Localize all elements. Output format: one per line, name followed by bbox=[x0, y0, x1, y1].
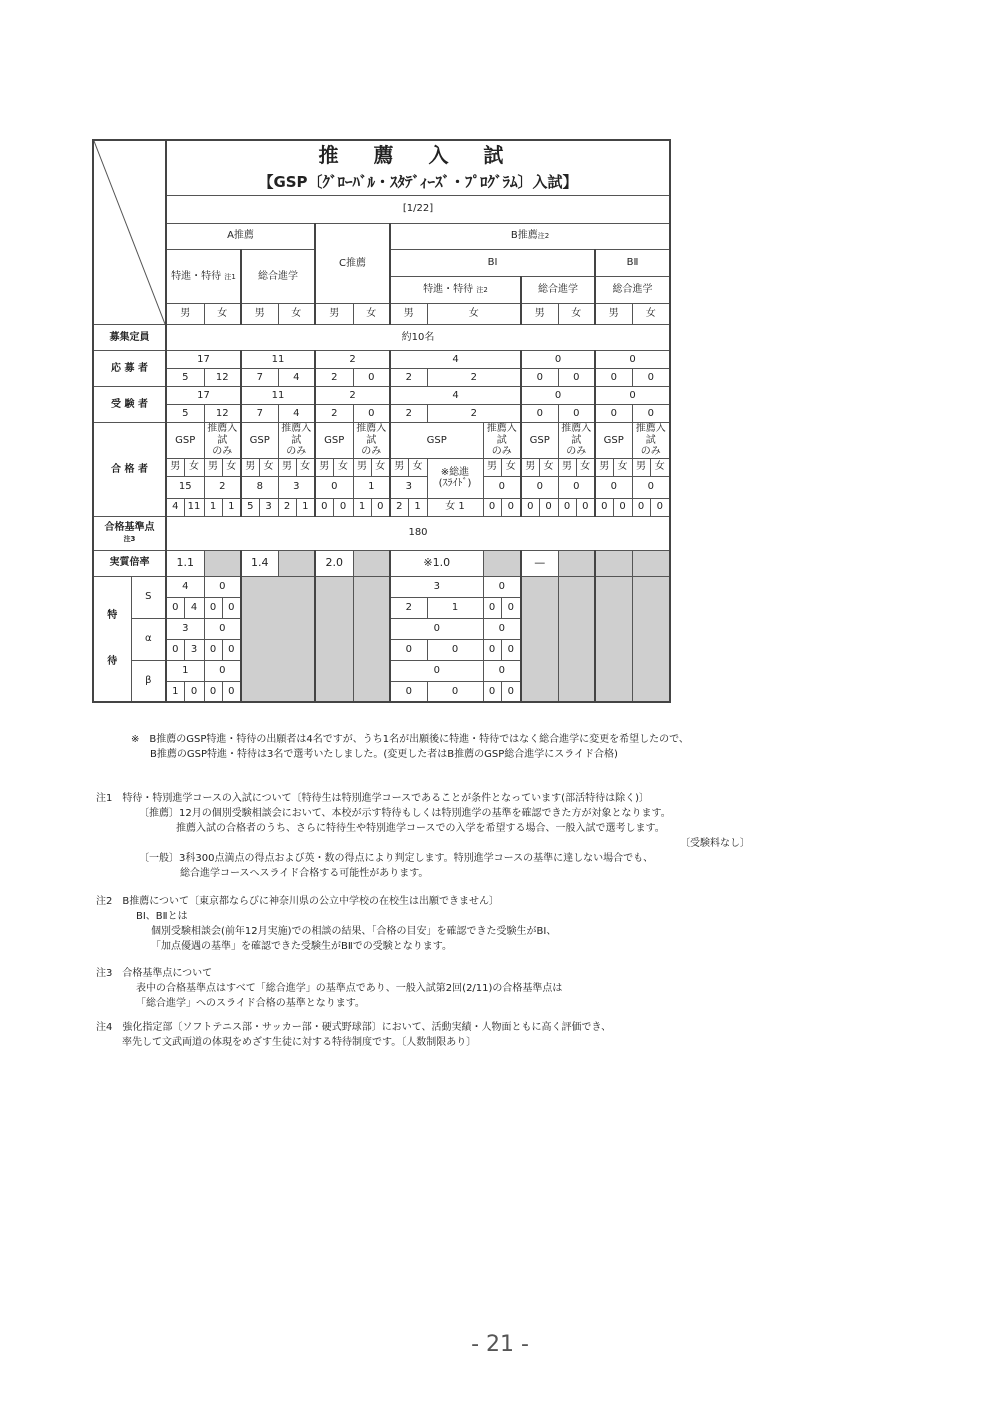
count-cell: 0 bbox=[204, 660, 241, 681]
gender-header: 女 bbox=[333, 458, 353, 476]
count-cell: 0 bbox=[576, 498, 595, 516]
count-cell: 0 bbox=[558, 476, 595, 498]
count-cell: 0 bbox=[315, 498, 333, 516]
gender-header: 女 bbox=[558, 304, 595, 325]
note-1-line: 〔推薦〕12月の個別受験相談会において、本校が示す特待もしくは特別進学の基準を確認できた方が対象となります。 bbox=[139, 808, 671, 819]
b1-header: BⅠ bbox=[390, 249, 595, 276]
count-cell: 0 bbox=[539, 498, 558, 516]
count-cell: 12 bbox=[204, 369, 241, 387]
count-cell: 0 bbox=[595, 387, 670, 405]
count-cell: 4 bbox=[166, 576, 204, 597]
note-1-line: 〔一般〕3科300点満点の得点および英・数の得点により判定します。特別進学コースの基準に達しない場合でも、 bbox=[139, 853, 654, 864]
gender-header: 男 bbox=[483, 458, 501, 476]
count-cell: 11 bbox=[184, 498, 204, 516]
count-cell: 0 bbox=[483, 498, 501, 516]
note-1-title: 注1 特待・特別進学コースの入試について〔特待生は特別進学コースであることが条件となっています(部活特待は除く)〕 bbox=[96, 793, 649, 804]
shaded-cell bbox=[558, 550, 595, 576]
count-cell: 0 bbox=[483, 639, 501, 660]
count-cell: 4 bbox=[278, 369, 315, 387]
gender-header: 男 bbox=[521, 458, 539, 476]
gender-header: 女 bbox=[650, 458, 670, 476]
count-cell: 17 bbox=[166, 387, 241, 405]
gender-header: 男 bbox=[558, 458, 576, 476]
count-cell: 3 bbox=[278, 476, 315, 498]
gender-header: 女 bbox=[539, 458, 558, 476]
gender-header: 女 bbox=[204, 304, 241, 325]
count-cell: 1 bbox=[166, 681, 184, 702]
shaded-cell bbox=[595, 550, 632, 576]
row-label-tokutai: 特 待 bbox=[93, 576, 131, 702]
count-cell: 2 bbox=[278, 498, 296, 516]
note-4-title: 注4 強化指定部〔ソフトテニス部・サッカー部・硬式野球部〕において、活動実績・人物面ともに高く評価でき、 bbox=[96, 1022, 612, 1033]
note-2-line: BⅠ、BⅡとは bbox=[136, 911, 188, 922]
gender-header: 男 bbox=[166, 304, 204, 325]
count-cell: 1 bbox=[222, 498, 241, 516]
count-cell: 8 bbox=[241, 476, 278, 498]
ratio-cell: 1.1 bbox=[166, 550, 204, 576]
count-cell: 2 bbox=[315, 387, 390, 405]
count-cell: 1 bbox=[353, 476, 390, 498]
c-suisen-header: C推薦 bbox=[315, 223, 390, 304]
note-2-line: 個別受験相談会(前年12月実施)での相談の結果、「合格の目安」を確認できた受験生がBⅠ、 bbox=[151, 926, 557, 937]
count-cell: 0 bbox=[632, 498, 650, 516]
note-4-line: 率先して文武両道の体現をめざす生徒に対する特待制度です。〔人数制限あり〕 bbox=[122, 1037, 477, 1048]
count-cell: 0 bbox=[521, 351, 595, 369]
b2-sougou-header: 総合進学 bbox=[595, 277, 670, 304]
count-cell: 0 bbox=[353, 369, 390, 387]
admission-results-table bbox=[92, 139, 671, 703]
count-cell: 0 bbox=[558, 405, 595, 423]
count-cell: 0 bbox=[222, 681, 241, 702]
row-label-bairitsu: 実質倍率 bbox=[93, 550, 166, 576]
count-cell: 0 bbox=[222, 639, 241, 660]
suisen-only-header: 推薦入試 のみ bbox=[558, 423, 595, 459]
gender-header: 男 bbox=[204, 458, 222, 476]
count-cell: 0 bbox=[390, 660, 483, 681]
count-cell: 3 bbox=[259, 498, 278, 516]
gender-header: 女 bbox=[613, 458, 632, 476]
count-cell: 0 bbox=[632, 405, 670, 423]
count-cell: 0 bbox=[501, 639, 521, 660]
row-label-kijun: 合格基準点 注3 bbox=[93, 516, 166, 550]
row-label-boshu: 募集定員 bbox=[93, 325, 166, 351]
count-cell: 2 bbox=[390, 498, 408, 516]
gsp-header: GSP bbox=[241, 423, 278, 459]
count-cell: 0 bbox=[595, 476, 632, 498]
shaded-cell bbox=[483, 550, 521, 576]
b1-tokushin-header: 特進・特待 注2 bbox=[390, 277, 521, 304]
gender-header: 男 bbox=[595, 304, 632, 325]
gender-header: 女 bbox=[371, 458, 390, 476]
count-cell: 11 bbox=[241, 387, 315, 405]
note-3-line: 「総合進学」へのスライド合格の基準となります。 bbox=[136, 998, 365, 1009]
gender-header: 女 bbox=[296, 458, 315, 476]
note-2-line: 「加点優遇の基準」を確認できた受験生がBⅡでの受験となります。 bbox=[151, 941, 452, 952]
count-cell: 0 bbox=[427, 639, 483, 660]
count-cell: 7 bbox=[241, 405, 278, 423]
count-cell: 0 bbox=[501, 498, 521, 516]
count-cell: 0 bbox=[521, 387, 595, 405]
gsp-header: GSP bbox=[315, 423, 353, 459]
gsp-header: GSP bbox=[390, 423, 483, 459]
count-cell: 4 bbox=[390, 387, 521, 405]
slide-header: ※総進 (ｽﾗｲﾄﾞ) bbox=[427, 458, 483, 498]
note-3-line: 表中の合格基準点はすべて「総合進学」の基準点であり、一般入試第2回(2/11)の合格基準点は bbox=[136, 983, 563, 994]
b-suisen-header: B推薦注2 bbox=[390, 223, 670, 249]
gender-header: 女 bbox=[576, 458, 595, 476]
a-tokushin-header: 特進・特待 注1 bbox=[166, 249, 241, 303]
count-cell: 1 bbox=[166, 660, 204, 681]
slide-female-count: 女 1 bbox=[427, 498, 483, 516]
suisen-only-header: 推薦入試 のみ bbox=[204, 423, 241, 459]
count-cell: 4 bbox=[278, 405, 315, 423]
gender-header: 男 bbox=[241, 458, 259, 476]
count-cell: 0 bbox=[521, 369, 558, 387]
page-title: 推 薦 入 試 bbox=[318, 143, 518, 167]
gender-header: 女 bbox=[501, 458, 521, 476]
count-cell: 5 bbox=[166, 405, 204, 423]
gender-header: 男 bbox=[632, 458, 650, 476]
count-cell: 0 bbox=[483, 618, 521, 639]
count-cell: 2 bbox=[427, 369, 521, 387]
count-cell: 12 bbox=[204, 405, 241, 423]
count-cell: 0 bbox=[222, 597, 241, 618]
gender-header: 女 bbox=[632, 304, 670, 325]
count-cell: 0 bbox=[204, 639, 222, 660]
shaded-block bbox=[353, 576, 390, 702]
count-cell: 11 bbox=[241, 351, 315, 369]
shaded-block bbox=[632, 576, 670, 702]
shaded-block bbox=[595, 576, 632, 702]
suisen-only-header: 推薦入試 のみ bbox=[353, 423, 390, 459]
count-cell: 17 bbox=[166, 351, 241, 369]
shaded-block bbox=[241, 576, 315, 702]
note-1-line: 総合進学コースへスライド合格する可能性があります。 bbox=[180, 868, 429, 879]
gsp-header: GSP bbox=[521, 423, 558, 459]
shaded-block bbox=[521, 576, 558, 702]
count-cell: 0 bbox=[204, 597, 222, 618]
count-cell: 3 bbox=[390, 476, 427, 498]
row-label-oubo: 応 募 者 bbox=[93, 351, 166, 387]
gender-header: 女 bbox=[222, 458, 241, 476]
gender-header: 男 bbox=[521, 304, 558, 325]
shaded-cell bbox=[278, 550, 315, 576]
gsp-header: GSP bbox=[595, 423, 632, 459]
b1-sougou-header: 総合進学 bbox=[521, 277, 595, 304]
gender-header: 女 bbox=[278, 304, 315, 325]
count-cell: 0 bbox=[333, 498, 353, 516]
count-cell: 1 bbox=[204, 498, 222, 516]
kijun-value: 180 bbox=[166, 516, 670, 550]
count-cell: 1 bbox=[353, 498, 371, 516]
count-cell: 0 bbox=[595, 369, 632, 387]
count-cell: 15 bbox=[166, 476, 204, 498]
tokutai-s-label: S bbox=[131, 576, 166, 618]
count-cell: 5 bbox=[241, 498, 259, 516]
count-cell: 0 bbox=[483, 597, 501, 618]
count-cell: 0 bbox=[595, 498, 613, 516]
count-cell: 0 bbox=[521, 498, 539, 516]
gender-header: 男 bbox=[278, 458, 296, 476]
note-1-line: 推薦入試の合格者のうち、さらに特待生や特別進学コースでの入学を希望する場合、一般入試で選考します。 bbox=[176, 823, 665, 834]
count-cell: 2 bbox=[390, 405, 427, 423]
gender-header: 女 bbox=[353, 304, 390, 325]
count-cell: 2 bbox=[390, 369, 427, 387]
count-cell: 0 bbox=[315, 476, 353, 498]
ratio-cell: 2.0 bbox=[315, 550, 353, 576]
count-cell: 2 bbox=[390, 597, 427, 618]
count-cell: 0 bbox=[483, 476, 521, 498]
count-cell: 0 bbox=[501, 681, 521, 702]
count-cell: 0 bbox=[501, 597, 521, 618]
count-cell: 0 bbox=[204, 681, 222, 702]
count-cell: 3 bbox=[166, 618, 204, 639]
ratio-cell: ※1.0 bbox=[390, 550, 483, 576]
gender-header: 女 bbox=[259, 458, 278, 476]
corner-cell bbox=[93, 140, 166, 325]
count-cell: 2 bbox=[315, 369, 353, 387]
row-label-goukaku: 合 格 者 bbox=[93, 423, 166, 517]
subtitle-cell bbox=[166, 170, 670, 195]
count-cell: 3 bbox=[390, 576, 483, 597]
shaded-cell bbox=[204, 550, 241, 576]
gsp-header: GSP bbox=[166, 423, 204, 459]
count-cell: 0 bbox=[613, 498, 632, 516]
shaded-block bbox=[315, 576, 353, 702]
count-cell: 2 bbox=[315, 405, 353, 423]
suisen-only-header: 推薦入試 のみ bbox=[483, 423, 521, 459]
a-sougou-header: 総合進学 bbox=[241, 249, 315, 303]
count-cell: 3 bbox=[184, 639, 204, 660]
ratio-cell: — bbox=[521, 550, 558, 576]
count-cell: 0 bbox=[166, 639, 184, 660]
row-label-juken: 受 験 者 bbox=[93, 387, 166, 423]
note-3-title: 注3 合格基準点について bbox=[96, 968, 213, 979]
gender-header: 女 bbox=[427, 304, 521, 325]
page-number: - 21 - bbox=[471, 1332, 529, 1357]
count-cell: 0 bbox=[390, 639, 427, 660]
gender-header: 男 bbox=[315, 458, 333, 476]
count-cell: 2 bbox=[204, 476, 241, 498]
gender-header: 男 bbox=[595, 458, 613, 476]
count-cell: 5 bbox=[166, 369, 204, 387]
tokutai-alpha-label: α bbox=[131, 618, 166, 660]
shaded-cell bbox=[353, 550, 390, 576]
count-cell: 0 bbox=[483, 660, 521, 681]
exam-date: [1/22] bbox=[166, 195, 670, 223]
footnote-line: ※ B推薦のGSP特進・特待の出願者は4名ですが、うち1名が出願後に特進・特待ではなく総合進学に変更を希望したので、 bbox=[131, 734, 689, 745]
count-cell: 1 bbox=[296, 498, 315, 516]
suisen-only-header: 推薦入試 のみ bbox=[632, 423, 670, 459]
b2-header: BⅡ bbox=[595, 249, 670, 276]
count-cell: 0 bbox=[650, 498, 670, 516]
count-cell: 7 bbox=[241, 369, 278, 387]
count-cell: 0 bbox=[632, 476, 670, 498]
count-cell: 4 bbox=[184, 597, 204, 618]
count-cell: 0 bbox=[558, 369, 595, 387]
gender-header: 男 bbox=[166, 458, 184, 476]
count-cell: 0 bbox=[390, 618, 483, 639]
count-cell: 2 bbox=[427, 405, 521, 423]
shaded-block bbox=[558, 576, 595, 702]
count-cell: 0 bbox=[483, 681, 501, 702]
gender-header: 男 bbox=[390, 304, 427, 325]
count-cell: 0 bbox=[595, 351, 670, 369]
count-cell: 0 bbox=[521, 476, 558, 498]
count-cell: 4 bbox=[166, 498, 184, 516]
count-cell: 0 bbox=[521, 405, 558, 423]
gender-header: 女 bbox=[184, 458, 204, 476]
gender-header: 男 bbox=[390, 458, 408, 476]
count-cell: 0 bbox=[353, 405, 390, 423]
gender-header: 男 bbox=[315, 304, 353, 325]
count-cell: 2 bbox=[315, 351, 390, 369]
suisen-only-header: 推薦入試 のみ bbox=[278, 423, 315, 459]
count-cell: 0 bbox=[371, 498, 390, 516]
gender-header: 男 bbox=[353, 458, 371, 476]
note-2-title: 注2 B推薦について〔東京都ならびに神奈川県の公立中学校の在校生は出願できません〕 bbox=[96, 896, 500, 907]
diagonal-line bbox=[94, 141, 165, 324]
tokutai-beta-label: β bbox=[131, 660, 166, 702]
count-cell: 0 bbox=[558, 498, 576, 516]
footnote-line: B推薦のGSP特進・特待は3名で選考いたしました。(変更した者はB推薦のGSP総合進学にスライド合格) bbox=[150, 749, 618, 760]
ratio-cell: 1.4 bbox=[241, 550, 278, 576]
count-cell: 0 bbox=[204, 618, 241, 639]
a-suisen-header: A推薦 bbox=[166, 223, 315, 249]
note-1-line: 〔受験料なし〕 bbox=[680, 838, 750, 849]
count-cell: 1 bbox=[408, 498, 427, 516]
boshu-value: 約10名 bbox=[166, 325, 670, 351]
gender-header: 女 bbox=[408, 458, 427, 476]
count-cell: 0 bbox=[184, 681, 204, 702]
count-cell: 0 bbox=[595, 405, 632, 423]
count-cell: 1 bbox=[427, 597, 483, 618]
count-cell: 0 bbox=[632, 369, 670, 387]
count-cell: 0 bbox=[427, 681, 483, 702]
count-cell: 0 bbox=[483, 576, 521, 597]
gender-header: 男 bbox=[241, 304, 278, 325]
count-cell: 0 bbox=[390, 681, 427, 702]
count-cell: 4 bbox=[390, 351, 521, 369]
page-subtitle: 【GSP〔ｸﾞﾛｰﾊﾞﾙ・ｽﾀﾃﾞｨｰｽﾞ・ﾌﾟﾛｸﾞﾗﾑ〕入試】 bbox=[258, 172, 578, 191]
count-cell: 0 bbox=[204, 576, 241, 597]
page-title-cell bbox=[166, 140, 670, 170]
shaded-cell bbox=[632, 550, 670, 576]
count-cell: 0 bbox=[166, 597, 184, 618]
